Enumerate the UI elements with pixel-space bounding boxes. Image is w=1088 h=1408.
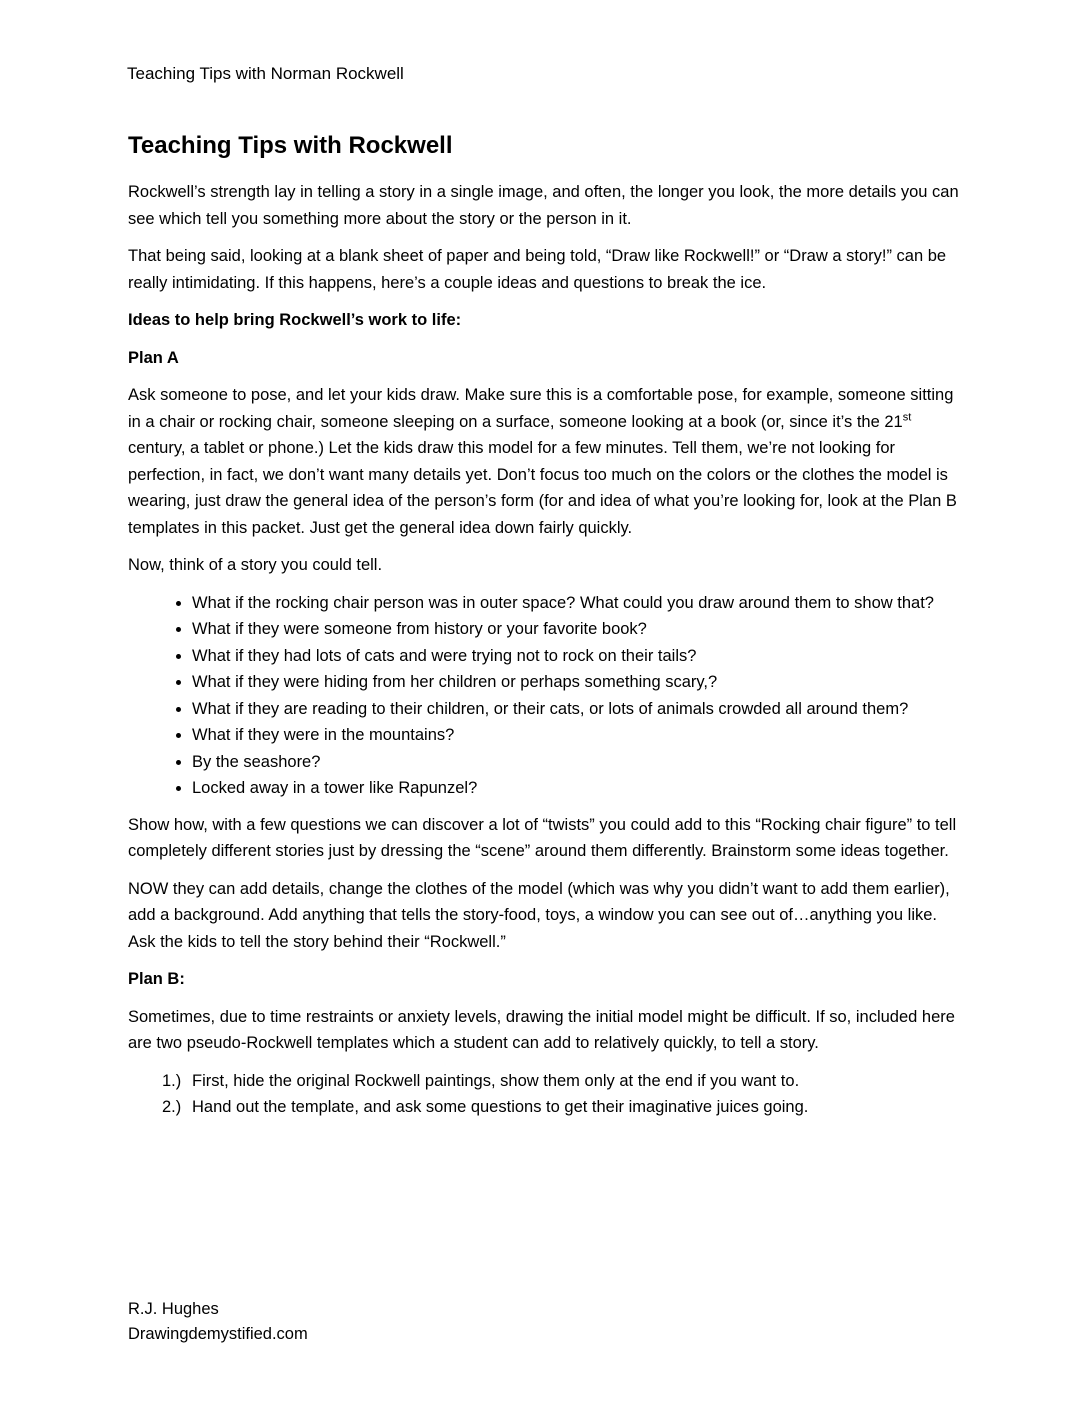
intro-paragraph-2: That being said, looking at a blank sheet of paper and being told, “Draw like Rockwell!” or “Draw a story!” can be really intimidating. If this happens, here’s a couple ideas and questions to break the ice. xyxy=(128,247,947,292)
step-number: 2.) xyxy=(162,1098,182,1116)
plan-b-heading: Plan B: xyxy=(128,970,185,988)
plan-a-paragraph xyxy=(128,382,960,541)
list-item: • What if they were in the mountains? xyxy=(192,722,960,749)
plan-a-superscript: st xyxy=(902,411,912,423)
list-item xyxy=(162,1094,960,1121)
plan-a-text-part1: Ask someone to pose, and let your kids draw. Make sure this is a comfortable pose, for example, someone sitting in a chair or rocking chair, someone sleeping on a surface, someone looking at a book (or, since it’s the 21 xyxy=(128,386,954,431)
plan-a-heading: Plan A xyxy=(128,348,179,367)
step-number: 1.) xyxy=(162,1071,182,1090)
question-list xyxy=(128,590,960,802)
intro-paragraph-1: Rockwell’s strength lay in telling a story in a single image, and often, the longer you look, the more details you can see which tell you something more about the story or the person in it. xyxy=(128,183,959,228)
list-item: • What if they were hiding from her children or perhaps something scary,? xyxy=(192,669,960,696)
running-header: Teaching Tips with Norman Rockwell xyxy=(127,64,404,83)
author-name: R.J. Hughes xyxy=(128,1300,219,1318)
list-item: • By the seashore? xyxy=(192,749,960,776)
website-text: Drawingdemystified.com xyxy=(128,1325,308,1343)
step-text: First, hide the original Rockwell paintings, show them only at the end if you want to. xyxy=(192,1071,800,1090)
list-item: • What if they were someone from history or your favorite book? xyxy=(192,616,960,643)
list-item: • What if they are reading to their children, or their cats, or lots of animals crowded all around them? xyxy=(192,696,960,723)
plan-a-text-part2: century, a tablet or phone.) Let the kids draw this model for a few minutes. Tell them, we’re not looking for perfection, in fact, we don’t want many details yet. Don’t focus too much on the colors or the clothes the model is wearing, just draw the general idea of the person’s form (for and idea of what you’re looking for, look at the Plan B templates in this packet. Just get the general idea down fairly quickly. xyxy=(128,439,957,537)
step-text: Hand out the template, and ask some questions to get their imaginative juices going. xyxy=(192,1098,809,1116)
list-item xyxy=(162,1068,960,1095)
list-item: • Locked away in a tower like Rapunzel? xyxy=(192,775,960,802)
show-how-paragraph: Show how, with a few questions we can discover a lot of “twists” you could add to this “Rocking chair figure” to tell completely different stories just by dressing the “scene” around them differently. Brainstorm some ideas together. xyxy=(128,815,957,860)
ideas-heading: Ideas to help bring Rockwell’s work to life: xyxy=(128,311,462,329)
list-item: • What if the rocking chair person was in outer space? What could you draw around them to show that? xyxy=(192,590,960,617)
list-item: • What if they had lots of cats and were trying not to rock on their tails? xyxy=(192,643,960,670)
now-paragraph: NOW they can add details, change the clothes of the model (which was why you didn’t want to add them earlier), add a background. Add anything that tells the story-food, toys, a window you can see out of…anything you like. Ask the kids to tell the story behind their “Rockwell.” xyxy=(128,879,950,951)
story-prompt: Now, think of a story you could tell. xyxy=(128,556,383,574)
steps-list xyxy=(128,1068,960,1121)
page-title: Teaching Tips with Rockwell xyxy=(128,132,453,159)
plan-b-paragraph: Sometimes, due to time restraints or anxiety levels, drawing the initial model might be difficult. If so, included here are two pseudo-Rockwell templates which a student can add to relatively quickly, to tell a story. xyxy=(128,1007,955,1052)
footer xyxy=(128,1297,308,1347)
main-content xyxy=(128,128,960,1133)
